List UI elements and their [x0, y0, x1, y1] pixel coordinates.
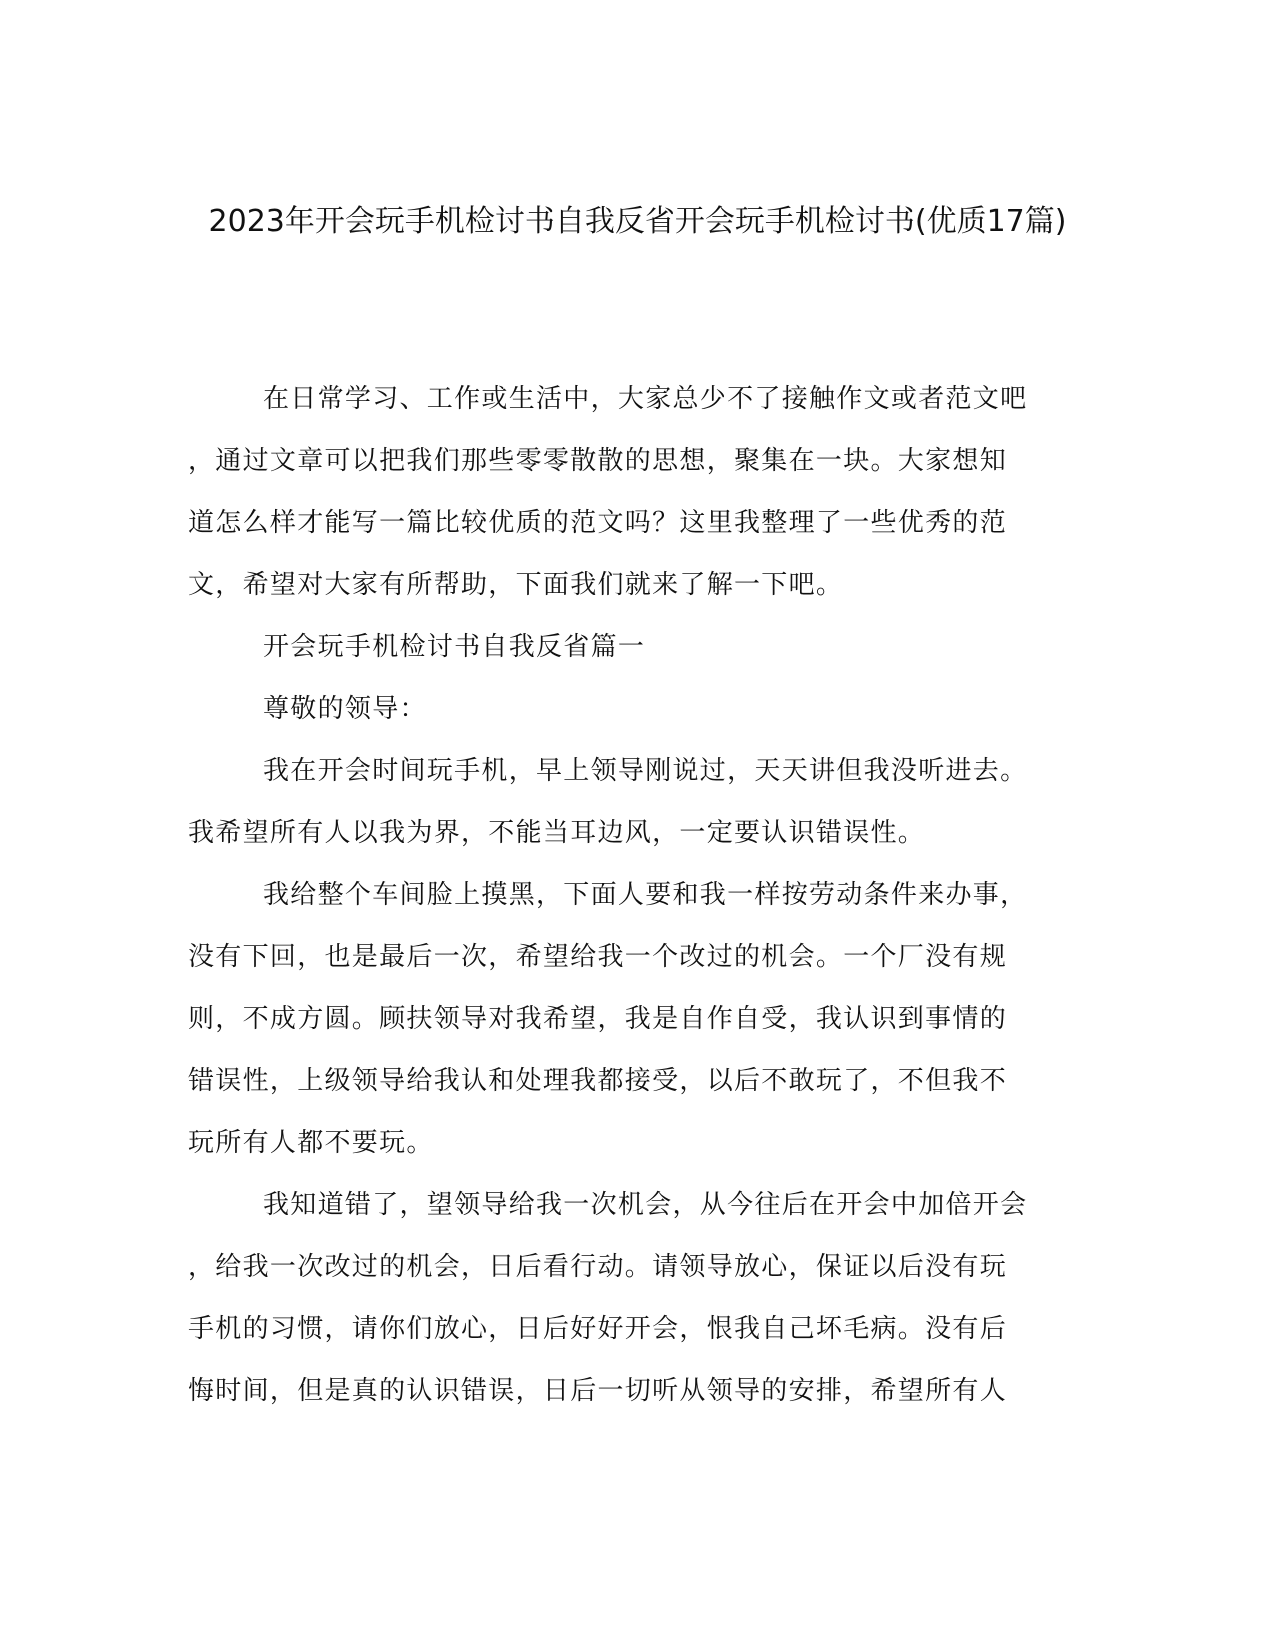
paragraph-line: 玩所有人都不要玩。: [188, 1128, 434, 1158]
paragraph-line: 手机的习惯，请你们放心，日后好好开会，恨我自己坏毛病。没有后: [188, 1314, 1008, 1344]
section-heading: 开会玩手机检讨书自我反省篇一: [263, 632, 646, 662]
paragraph-line: 在日常学习、工作或生活中，大家总少不了接触作文或者范文吧: [263, 384, 1028, 414]
document-title: 2023年开会玩手机检讨书自我反省开会玩手机检讨书(优质17篇): [208, 204, 1067, 239]
paragraph-line: 我希望所有人以我为界，不能当耳边风，一定要认识错误性。: [188, 818, 926, 848]
salutation: 尊敬的领导：: [263, 694, 427, 724]
document-body: [188, 368, 1083, 1422]
paragraph-line: 则，不成方圆。顾扶领导对我希望，我是自作自受，我认识到事情的: [188, 1004, 1008, 1034]
paragraph-line: 悔时间，但是真的认识错误，日后一切听从领导的安排，希望所有人: [188, 1376, 1008, 1406]
paragraph-line: 错误性，上级领导给我认和处理我都接受，以后不敢玩了，不但我不: [188, 1066, 1008, 1096]
paragraph-line: 道怎么样才能写一篇比较优质的范文吗？这里我整理了一些优秀的范: [188, 508, 1008, 538]
paragraph-line: 文，希望对大家有所帮助，下面我们就来了解一下吧。: [188, 570, 844, 600]
paragraph-line: 我在开会时间玩手机，早上领导刚说过，天天讲但我没听进去。: [263, 756, 1028, 786]
paragraph-line: 没有下回，也是最后一次，希望给我一个改过的机会。一个厂没有规: [188, 942, 1008, 972]
paragraph-line: 我给整个车间脸上摸黑，下面人要和我一样按劳动条件来办事，: [263, 880, 1028, 910]
paragraph-line: ，给我一次改过的机会，日后看行动。请领导放心，保证以后没有玩: [188, 1252, 1008, 1282]
paragraph-line: 我知道错了，望领导给我一次机会，从今往后在开会中加倍开会: [263, 1190, 1028, 1220]
paragraph-line: ，通过文章可以把我们那些零零散散的思想，聚集在一块。大家想知: [188, 446, 1008, 476]
